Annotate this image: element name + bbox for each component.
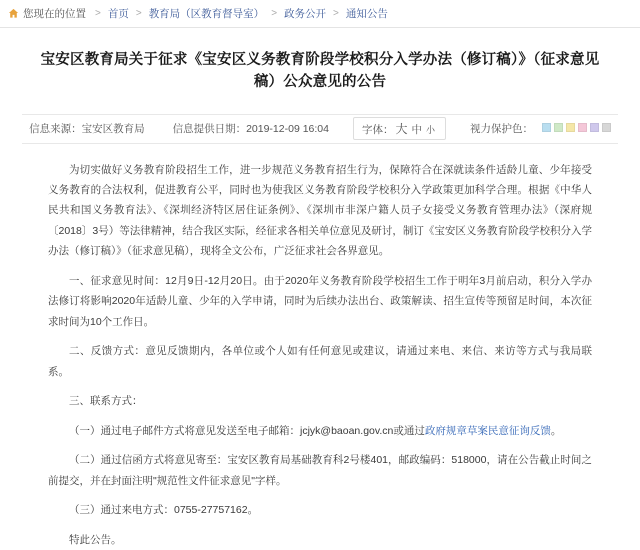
breadcrumb-separator: > [333, 8, 339, 19]
breadcrumb-item-notices[interactable]: 通知公告 [346, 6, 388, 21]
closing-statement: 特此公告。 [48, 530, 592, 550]
document-meta [22, 114, 618, 144]
color-swatch-yellow[interactable] [566, 123, 575, 132]
color-swatch-blue[interactable] [542, 123, 551, 132]
contact-email-suffix: 。 [551, 425, 562, 437]
page-title: 宝安区教育局关于征求《宝安区义务教育阶段学校积分入学办法（修订稿）》（征求意见稿）公众意见的公告 [34, 50, 606, 94]
fontsize-small-button[interactable]: 小 [426, 125, 435, 135]
contact-mail: （二）通过信函方式将意见寄至：宝安区教育局基础教育科2号楼401，邮政编码：518000，请在公告截止时间之前提交，并在封面注明"规范性文件征求意见"字样。 [48, 450, 592, 491]
color-swatch-green[interactable] [554, 123, 563, 132]
paragraph-intro: 为切实做好义务教育阶段招生工作，进一步规范义务教育招生行为，保障符合在深就读条件适龄儿童、少年接受义务教育的合法权利，促进教育公平，同时也为使我区义务教育阶段学校积分入学政策更加科学合理。根据《中华人民共和国义务教育法》、《深圳经济特区居住证条例》、《深圳市非深户籍人员子女接受义务教育管理办法》（深府规〔2018〕3号）等法律精神，结合我区实际，经征求各相关单位意见及研讨，制订《宝安区义务教育阶段学校积分入学办法（修订稿）》（征求意见稿），现将全文公布，广泛征求社会各界意见。 [48, 160, 592, 262]
breadcrumb-item-home[interactable]: 首页 [108, 6, 129, 21]
contact-email [48, 421, 592, 441]
vision-color-swatches [542, 123, 611, 132]
policy-feedback-link[interactable]: 政府规章草案民意征询反馈 [425, 425, 551, 437]
paragraph-contact-heading: 三、联系方式： [48, 391, 592, 411]
contact-email-text: （一）通过电子邮件方式将意见发送至电子邮箱：jcjyk@baoan.gov.cn或通过 [69, 425, 425, 437]
meta-source-label: 信息来源： [29, 123, 82, 135]
meta-source [15, 121, 159, 136]
breadcrumb [0, 0, 640, 28]
color-swatch-pink[interactable] [578, 123, 587, 132]
breadcrumb-separator: > [136, 8, 142, 19]
document-content [0, 50, 640, 550]
paragraph-period: 一、征求意见时间：12月9日-12月20日。由于2020年义务教育阶段学校招生工作于明年3月前启动，积分入学办法修订将影响2020年适龄儿童、少年的入学申请，同时为后续办法出台、政策解读、招生宣传等预留足时间，本次征求时间为10个工作日。 [48, 271, 592, 332]
meta-date-value: 2019-12-09 16:04 [246, 123, 329, 135]
meta-date-label: 信息提供日期： [173, 123, 247, 135]
meta-date [159, 121, 343, 136]
fontsize-label: 字体： [362, 124, 394, 136]
breadcrumb-separator: > [271, 8, 277, 19]
fontsize-medium-button[interactable]: 中 [412, 124, 423, 136]
color-swatch-gray[interactable] [602, 123, 611, 132]
breadcrumb-label: 您现在的位置 [23, 6, 86, 21]
meta-source-value: 宝安区教育局 [82, 123, 145, 135]
document-body [22, 144, 618, 550]
paragraph-feedback: 二、反馈方式：意见反馈期内，各单位或个人如有任何意见或建议，请通过来电、来信、来访等方式与我局联系。 [48, 341, 592, 382]
vision-color-control [456, 121, 625, 136]
fontsize-large-button[interactable]: 大 [395, 122, 407, 136]
breadcrumb-separator: > [95, 8, 101, 19]
vision-color-label: 视力保护色： [470, 123, 533, 135]
breadcrumb-item-affairs[interactable]: 政务公开 [284, 6, 326, 21]
color-swatch-purple[interactable] [590, 123, 599, 132]
home-icon [8, 8, 19, 19]
breadcrumb-item-bureau[interactable]: 教育局（区教育督导室） [149, 6, 265, 21]
fontsize-control [353, 117, 446, 140]
contact-phone: （三）通过来电方式：0755-27757162。 [48, 500, 592, 520]
